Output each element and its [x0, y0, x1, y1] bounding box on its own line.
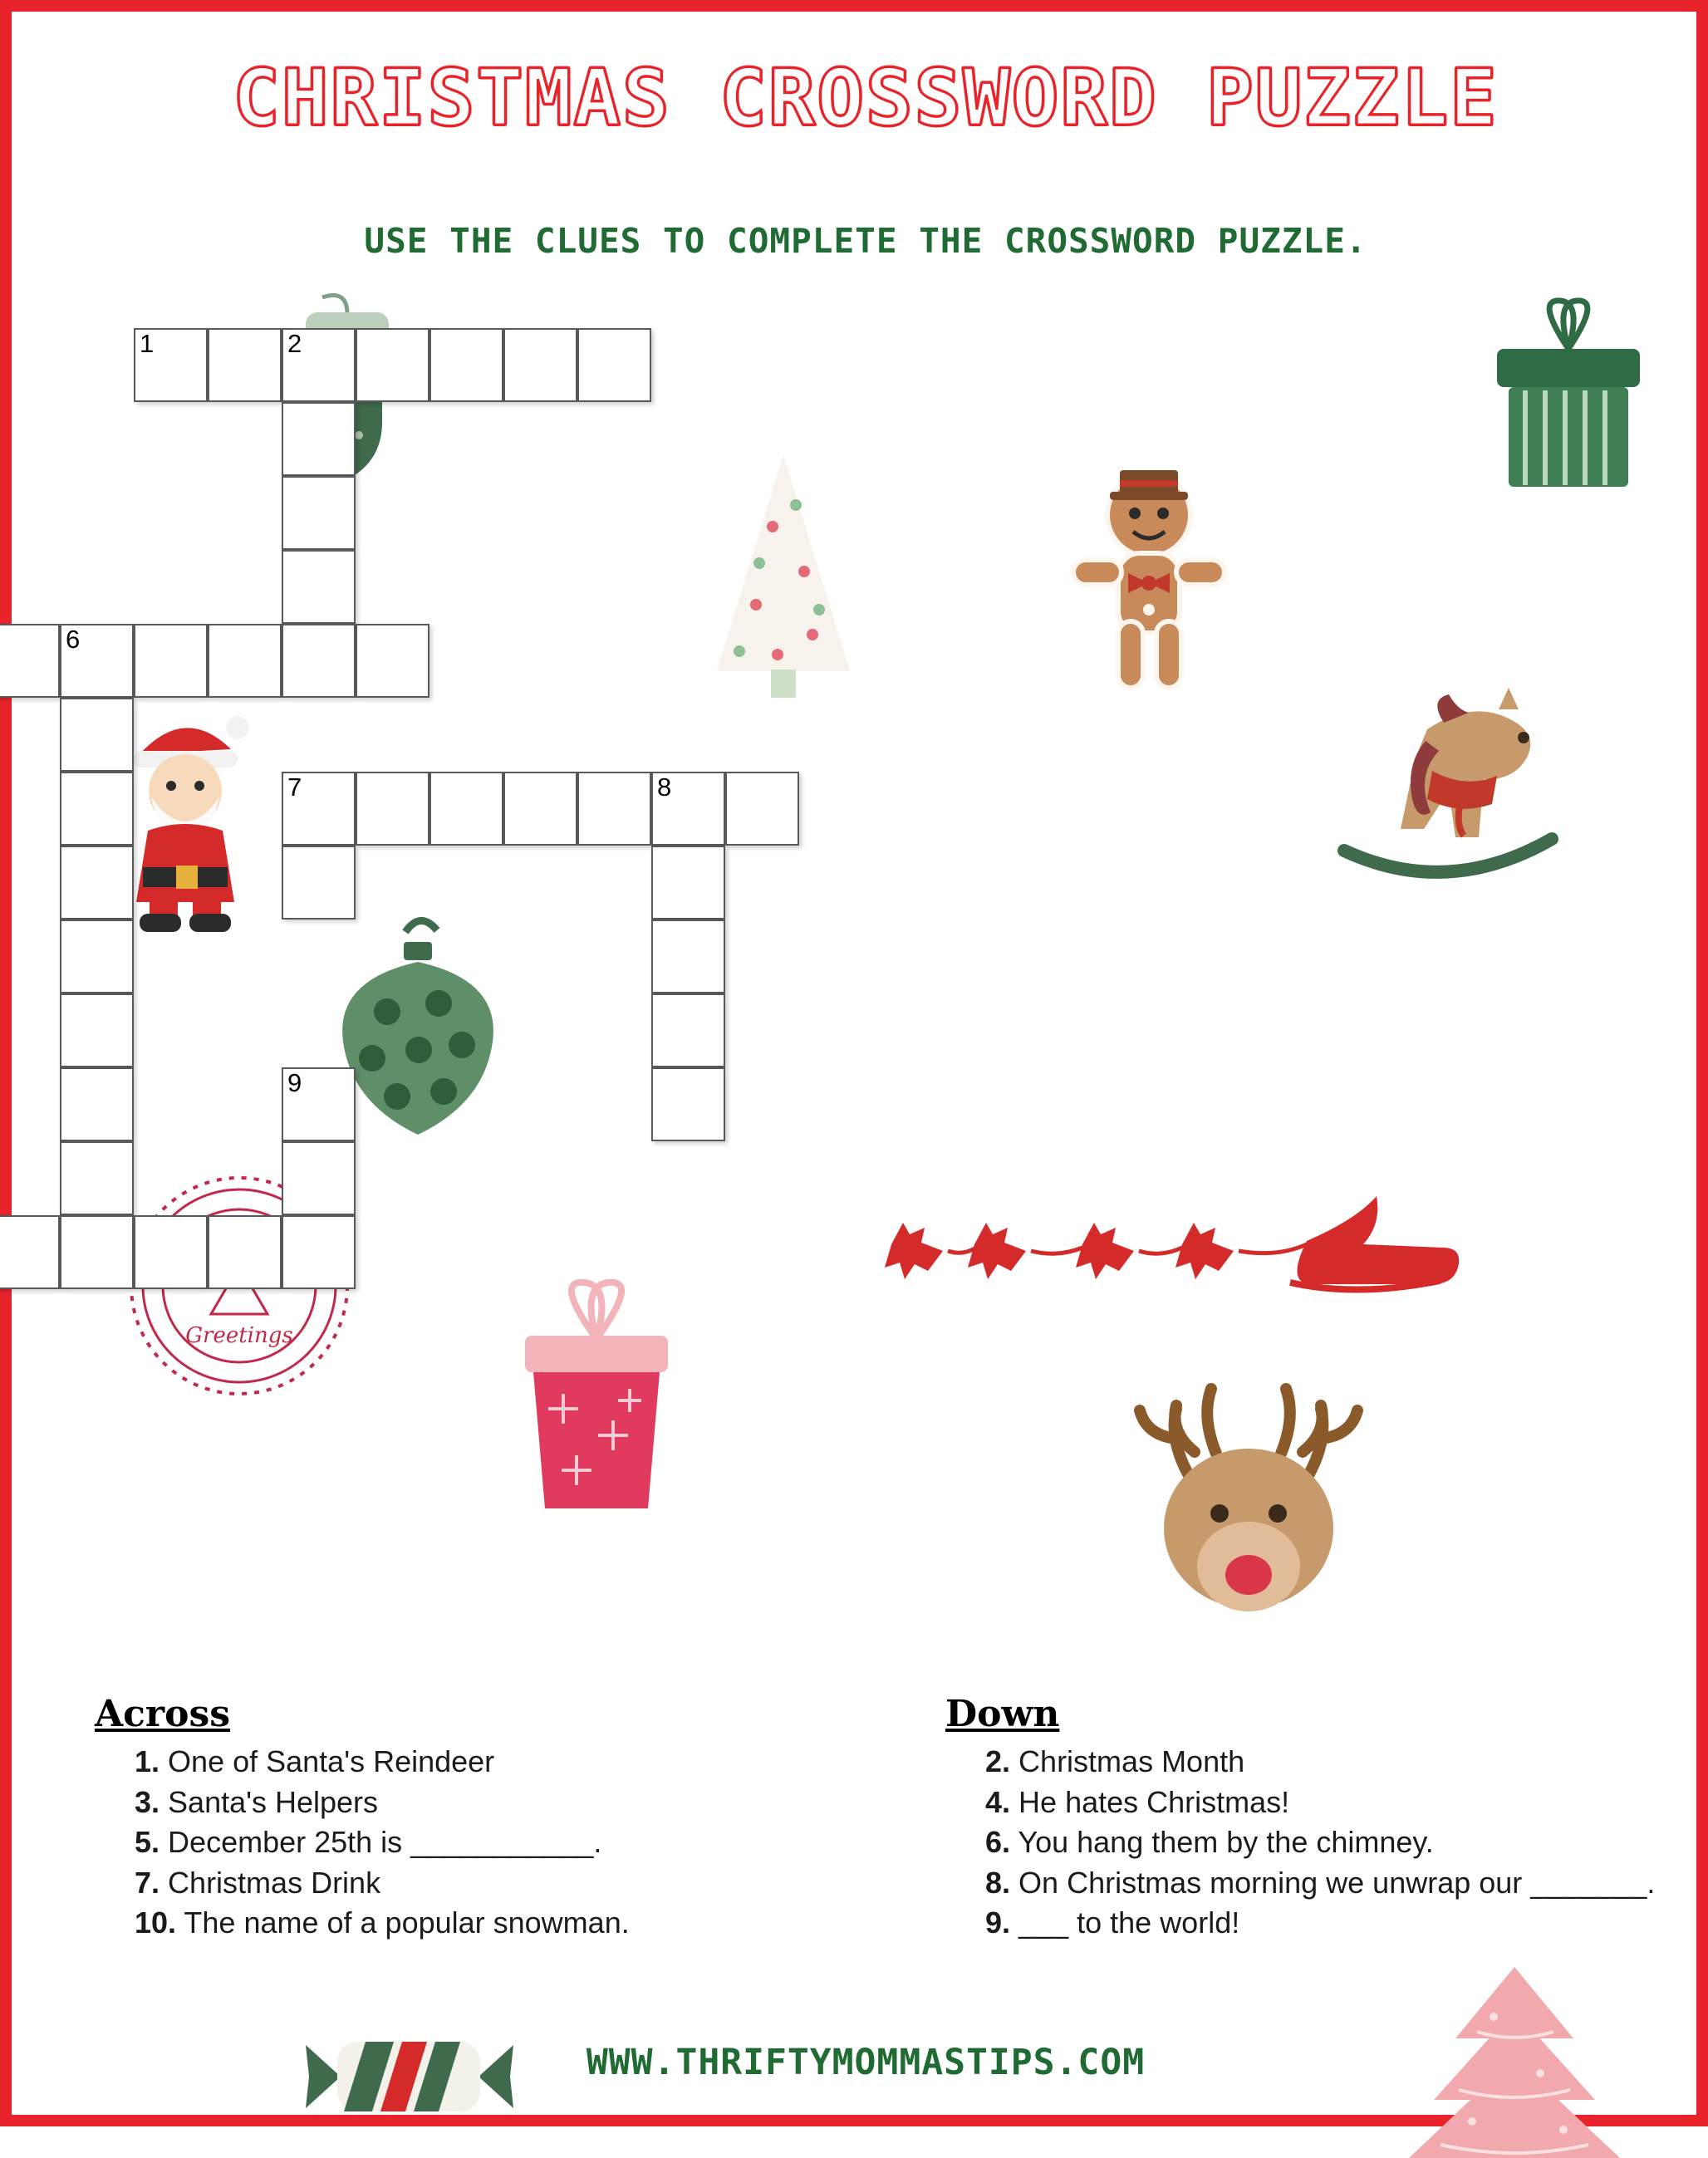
- clue-item: [135, 1742, 842, 1783]
- crossword-cell[interactable]: [356, 772, 429, 846]
- crossword-cell[interactable]: [651, 993, 725, 1067]
- crossword-cell[interactable]: [503, 328, 577, 402]
- cell-number: 9: [287, 1068, 302, 1097]
- across-heading: Across: [95, 1693, 231, 1735]
- clue-item: [135, 1783, 842, 1823]
- clue-item: [985, 1863, 1693, 1904]
- badge-line2: Greetings: [185, 1323, 293, 1348]
- crossword-cell[interactable]: [282, 402, 356, 476]
- crossword-cell[interactable]: [429, 772, 503, 846]
- crossword-cell[interactable]: [651, 846, 725, 920]
- crossword-cell[interactable]: [208, 1215, 282, 1289]
- clue-number: 10.: [135, 1905, 177, 1940]
- cell-number: 2: [287, 329, 302, 358]
- clue-text: Santa's Helpers: [168, 1784, 379, 1819]
- clue-number: 7.: [135, 1865, 160, 1900]
- clue-text: Christmas Month: [1018, 1744, 1245, 1778]
- across-clues: [95, 1693, 842, 1944]
- cell-number: 1: [140, 329, 155, 358]
- clue-number: 1.: [135, 1744, 160, 1778]
- cell-number: 6: [66, 625, 81, 654]
- crossword-cell[interactable]: [60, 846, 134, 920]
- clue-number: 2.: [985, 1744, 1011, 1778]
- clue-text: ___ to the world!: [1018, 1905, 1240, 1940]
- crossword-cell[interactable]: [282, 1067, 356, 1141]
- clue-number: 5.: [135, 1825, 160, 1860]
- crossword-cell[interactable]: [60, 993, 134, 1067]
- clue-text: Christmas Drink: [168, 1865, 381, 1900]
- clue-item: [135, 1822, 842, 1863]
- crossword-cell[interactable]: [208, 624, 282, 698]
- crossword-cell[interactable]: [282, 624, 356, 698]
- clue-item: [985, 1903, 1693, 1944]
- crossword-cell[interactable]: [60, 1141, 134, 1215]
- crossword-cell[interactable]: [60, 920, 134, 993]
- crossword-cell[interactable]: [577, 328, 651, 402]
- site-footer: WWW.THRIFTYMOMMASTIPS.COM: [586, 2042, 1146, 2083]
- crossword-cell[interactable]: [503, 772, 577, 846]
- crossword-cell[interactable]: [282, 550, 356, 624]
- crossword-cell[interactable]: [282, 328, 356, 402]
- crossword-cell[interactable]: [282, 772, 356, 846]
- crossword-cell[interactable]: [134, 1215, 208, 1289]
- crossword-cell[interactable]: [282, 1141, 356, 1215]
- clue-item: [135, 1863, 842, 1904]
- crossword-cell[interactable]: [60, 698, 134, 772]
- crossword-cell[interactable]: [356, 328, 429, 402]
- crossword-grid[interactable]: [23, 23, 1708, 1685]
- crossword-cell[interactable]: [60, 772, 134, 846]
- crossword-cell[interactable]: [725, 772, 799, 846]
- clue-number: 8.: [985, 1865, 1011, 1900]
- page-inner: [23, 23, 1708, 2126]
- crossword-cell[interactable]: [60, 624, 134, 698]
- cell-number: 7: [287, 772, 302, 802]
- crossword-cell[interactable]: [282, 1215, 356, 1289]
- clue-item: [135, 1903, 842, 1944]
- clue-text: December 25th is ___________.: [168, 1825, 602, 1860]
- clue-number: 4.: [985, 1784, 1011, 1819]
- crossword-cell[interactable]: [282, 476, 356, 550]
- down-heading: Down: [945, 1693, 1060, 1735]
- crossword-cell[interactable]: [0, 1215, 60, 1289]
- clue-text: He hates Christmas!: [1018, 1784, 1290, 1819]
- crossword-cell[interactable]: [0, 624, 60, 698]
- crossword-cell[interactable]: [429, 328, 503, 402]
- crossword-cell[interactable]: [208, 328, 282, 402]
- crossword-cell[interactable]: [60, 1067, 134, 1141]
- down-clues: [945, 1693, 1693, 1944]
- clue-item: [985, 1822, 1693, 1863]
- down-clue-list: [945, 1742, 1693, 1944]
- clue-number: 6.: [985, 1825, 1011, 1860]
- clue-text: One of Santa's Reindeer: [168, 1744, 495, 1778]
- clues-section: [23, 1693, 1708, 1992]
- crossword-cell[interactable]: [577, 772, 651, 846]
- page-title: CHRISTMAS CROSSWORD PUZZLE: [233, 53, 1499, 144]
- cell-number: 8: [657, 772, 672, 802]
- clue-text: On Christmas morning we unwrap our _______.: [1018, 1865, 1656, 1900]
- page-subtitle: USE THE CLUES TO COMPLETE THE CROSSWORD PUZZLE.: [364, 221, 1367, 261]
- crossword-cell[interactable]: [60, 1215, 134, 1289]
- clue-text: You hang them by the chimney.: [1018, 1825, 1434, 1860]
- crossword-cell[interactable]: [651, 1067, 725, 1141]
- clue-item: [985, 1742, 1693, 1783]
- crossword-cell[interactable]: [134, 624, 208, 698]
- crossword-cell[interactable]: [134, 328, 208, 402]
- clue-number: 3.: [135, 1784, 160, 1819]
- crossword-cell[interactable]: [651, 772, 725, 846]
- crossword-cell[interactable]: [282, 846, 356, 920]
- clue-text: The name of a popular snowman.: [184, 1905, 630, 1940]
- across-clue-list: [95, 1742, 842, 1944]
- crossword-cell[interactable]: [356, 624, 429, 698]
- crossword-cell[interactable]: [651, 920, 725, 993]
- clue-item: [985, 1783, 1693, 1823]
- clue-number: 9.: [985, 1905, 1011, 1940]
